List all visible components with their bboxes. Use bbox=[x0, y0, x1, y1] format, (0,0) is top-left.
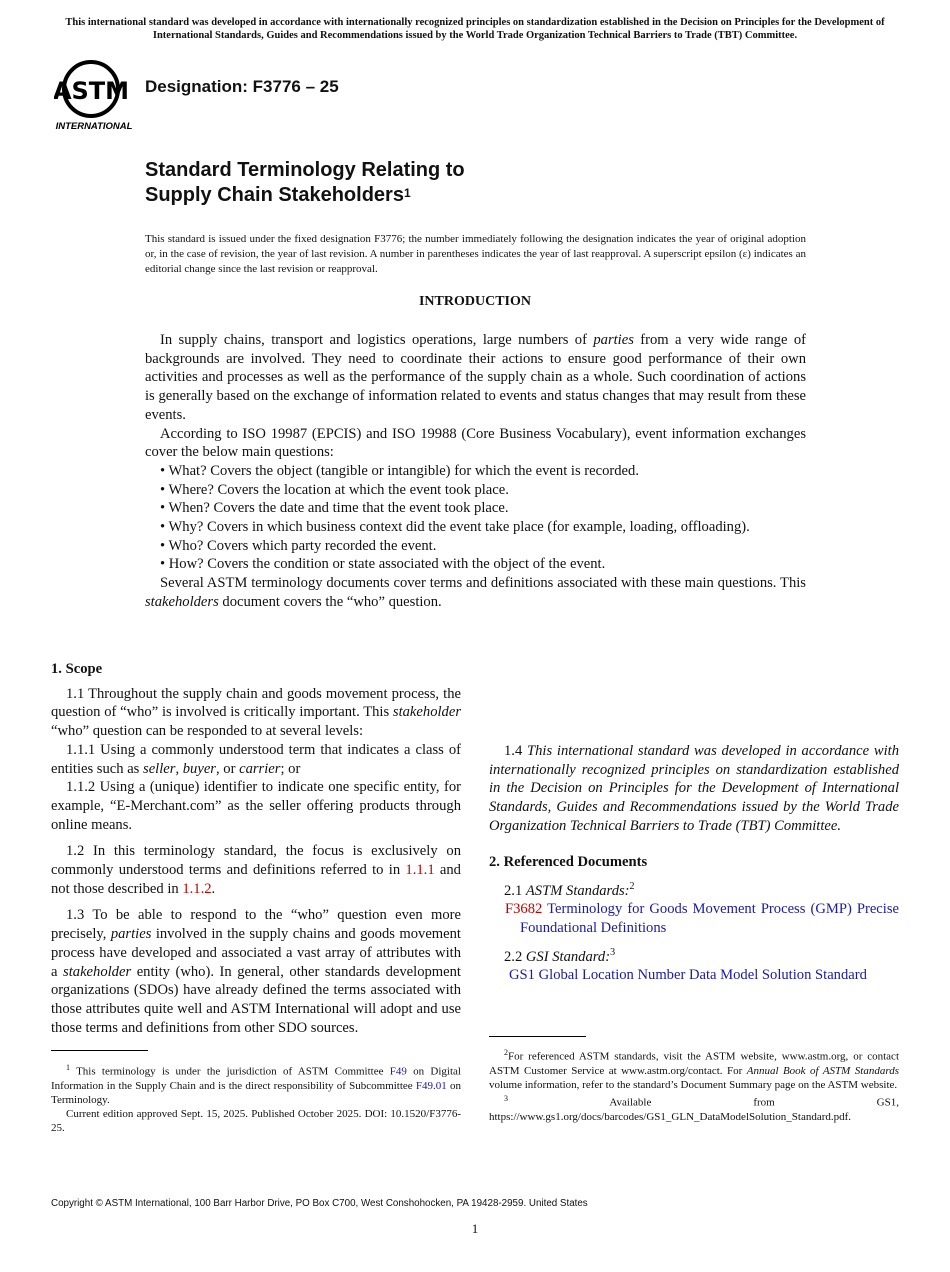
astm-standards-label: 2.1 ASTM Standards:$^2$ bbox=[504, 880, 635, 899]
referenced-documents bbox=[489, 853, 899, 985]
footnote-rule-left bbox=[51, 1050, 148, 1051]
referenced-heading: 2. Referenced Documents bbox=[489, 854, 648, 870]
intro-paragraph: According to ISO 19987 (EPCIS) and ISO 19988 (Core Business Vocabulary), event information exchanges cover the below main questions: bbox=[145, 425, 806, 461]
link-1-1-1[interactable]: 1.1.1 bbox=[405, 862, 435, 879]
intro-bullet: • Who? Covers which party recorded the event. bbox=[160, 537, 437, 554]
intro-bullet: • How? Covers the condition or state associated with the object of the event. bbox=[160, 556, 606, 573]
section-1-1: 1.1 Throughout the supply chain and goods movement process, the question of “who” is involved is critically important. This stakeholder “who” question can be responded to at several levels: bbox=[51, 685, 461, 740]
gsi-standard-label: 2.2 GSI Standard:$^3$ bbox=[504, 946, 616, 965]
section-1-2: 1.2 In this terminology standard, the focus is exclusively on commonly understood terms and definitions referred to in 1.1.1 and not those described in 1.1.2. bbox=[51, 843, 461, 897]
introduction-body bbox=[145, 331, 806, 612]
footnote-2: $^2$For referenced ASTM standards, visit the ASTM website, www.astm.org, or contact ASTM Customer Service at www.astm.org/contact. For Annual Book of ASTM Standards volume information, refer to the standard’s Document Summary page on the ASTM website. bbox=[489, 1048, 899, 1092]
svg-text:ASTM: ASTM bbox=[54, 77, 130, 105]
section-1-4: 1.4 This international standard was developed in accordance with internationally recognized principles on standardization established in the Decision on Principles for the Development of International Standards, Guides and Recommendations issued by the World Trade Organization Technical Barriers to Trade (TBT) Committee. bbox=[489, 743, 900, 834]
intro-bullet: • Why? Covers in which business context did the event take place (for example, loading, offloading). bbox=[160, 519, 750, 536]
link-1-1-2[interactable]: 1.1.2 bbox=[182, 880, 212, 897]
intro-paragraph: In supply chains, transport and logistics operations, large numbers of parties from a very wide range of backgrounds are involved. They need to coordinate their actions to ensure good performance of their own activities and processes as well as the performance of the supply chain as a whole. Such coordination of actions is generally based on the exchange of information related to events and status changes that may result from these events. bbox=[145, 332, 806, 423]
title-line-2: Supply Chain Stakeholders$^1$ bbox=[145, 184, 411, 206]
intro-bullet: • When? Covers the date and time that the event took place. bbox=[160, 500, 509, 517]
section-1-1-1: 1.1.1 Using a commonly understood term that indicates a class of entities such as seller, buyer, or carrier; or bbox=[51, 741, 461, 777]
introduction-heading: INTRODUCTION bbox=[418, 294, 531, 309]
logo-text: INTERNATIONAL bbox=[55, 121, 133, 132]
title-footnote-mark[interactable]: 1 bbox=[403, 186, 411, 200]
section-1-4-container bbox=[489, 742, 899, 836]
footnote-3: $^3$ Available from GS1, https://www.gs1.org/docs/barcodes/GS1_GLN_DataModelSolution_Standard.pdf. bbox=[489, 1094, 899, 1124]
intro-paragraph: Several ASTM terminology documents cover terms and definitions associated with these main questions. This stakeholders document covers the “who” question. bbox=[145, 575, 806, 610]
link-f49-01[interactable]: F49.01 bbox=[415, 1079, 447, 1092]
designation: Designation: F3776 – 25 bbox=[145, 77, 339, 96]
copyright: Copyright © ASTM International, 100 Barr Harbor Drive, PO Box C700, West Conshohocken, PA 19428-2959. United States bbox=[51, 1198, 588, 1209]
footnotes-left bbox=[51, 1061, 461, 1136]
footnote-rule-right bbox=[489, 1036, 586, 1037]
standards-notice: This international standard was developed in accordance with internationally recognized principles on standardization established in the Decision on Principles for the Development of International Standards, Guides and Recommendations issued by the World Trade Organization Technical Barriers to Trade (TBT) Committee. bbox=[65, 17, 885, 41]
left-column bbox=[51, 660, 461, 1037]
footnote-current-edition: Current edition approved Sept. 15, 2025. Published October 2025. DOI: 10.1520/F3776-25. bbox=[51, 1108, 461, 1135]
footnote-1: $^1$ This terminology is under the jurisdiction of ASTM Committee F49 on Digital Information in the Supply Chain and is the direct responsibility of Subcommittee F49.01 on Terminology. bbox=[51, 1063, 461, 1107]
page-number: 1 bbox=[471, 1221, 479, 1236]
issued-note: This standard is issued under the fixed designation F3776; the number immediately following the designation indicates the year of original adoption or, in the case of revision, the year of last revision. A number in parentheses indicates the year of last reapproval. A superscript epsilon (ε) indicates an editorial change since the last revision or reapproval. bbox=[145, 233, 806, 275]
astm-logo bbox=[54, 56, 136, 132]
ref-gs1-gln[interactable]: GS1 Global Location Number Data Model Solution Standard bbox=[509, 967, 867, 984]
intro-bullet: • Where? Covers the location at which the event took place. bbox=[160, 481, 509, 498]
footnotes-right bbox=[489, 1046, 899, 1124]
section-1-3: 1.3 To be able to respond to the “who” question even more precisely, parties involved in the supply chains and goods movement process have developed and associated a vast array of attributes with a stakeholder entity (who). In general, other standards development organizations (SDOs) have already defined the terms associated with those attributes quite well and ASTM International will adopt and use those terms and definitions from other SDO sources. bbox=[51, 907, 461, 1036]
document-title bbox=[145, 158, 465, 208]
ref-f3682[interactable]: F3682 Terminology for Goods Movement Process (GMP) Precise Foundational Definitions bbox=[505, 901, 899, 936]
link-f49[interactable]: F49 bbox=[389, 1065, 407, 1078]
intro-bullet: • What? Covers the object (tangible or intangible) for which the event is recorded. bbox=[160, 462, 639, 479]
section-1-1-2: 1.1.2 Using a (unique) identifier to indicate one specific entity, for example, “E-Merchant.com” as the seller offering products through online means. bbox=[51, 779, 461, 833]
scope-heading: 1. Scope bbox=[51, 661, 103, 677]
astm-logo-icon bbox=[54, 56, 136, 132]
title-line-1: Standard Terminology Relating to bbox=[145, 159, 465, 181]
